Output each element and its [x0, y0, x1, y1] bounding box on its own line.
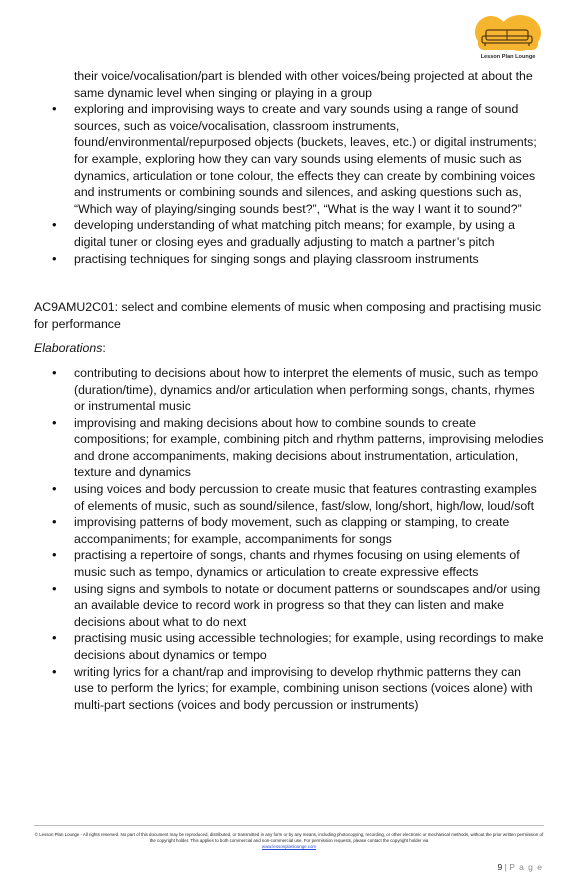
curriculum-code: AC9AMU2C01: [34, 300, 115, 315]
list-item: • practising a repertoire of songs, chants and rhymes focusing on using elements of music such as tempo, dynamics or articulation to create expressive effects: [34, 547, 544, 580]
copyright-text: © Lesson Plan Lounge - All rights reserved. No part of this document may be reproduced, distributed, or transmitted in any form or by any means, including photocopying, recording, or other electronic or mechanical methods, without the prior written permission of the copyright holder. This applies to both commercial and non-commercial use. For permission requests, please contact the copyright holder via: [34, 832, 544, 843]
page-number-value: 9: [497, 862, 503, 872]
list-item: • practising techniques for singing songs and playing classroom instruments: [34, 251, 544, 268]
elaborations-bullet-list: [34, 365, 544, 713]
sofa-logo-icon: [474, 14, 542, 62]
page-label: P a g e: [509, 862, 543, 872]
list-item: • contributing to decisions about how to interpret the elements of music, such as tempo (duration/time), dynamics and/or articulation when performing songs, chants, rhymes or instrumental music: [34, 365, 544, 415]
curriculum-code-heading: [34, 299, 544, 332]
list-item: • using voices and body percussion to create music that features contrasting examples of elements of music, such as sound/silence, fast/slow, long/short, high/low, loud/soft: [34, 481, 544, 514]
footer-copyright: [34, 832, 544, 850]
elaborations-word: Elaborations: [34, 341, 103, 356]
list-item: • developing understanding of what matching pitch means; for example, by using a digital tuner or closing eyes and gradually adjusting to match a partner’s pitch: [34, 217, 544, 250]
continued-bullet-text: their voice/vocalisation/part is blended with other voices/being projected at about the same dynamic level when singing or playing in a group: [74, 69, 533, 100]
elaborations-label: [34, 340, 544, 357]
list-item: • writing lyrics for a chant/rap and improvising to develop rhythmic patterns they can use to perform the lyrics; for example, combining unison sections (voices alone) with multi-part sections (voices and body percussion or instruments): [34, 664, 544, 714]
lesson-plan-lounge-logo: [474, 14, 542, 62]
top-bullet-list: [34, 101, 544, 267]
list-item: • improvising and making decisions about how to combine sounds to create compositions; for example, combining pitch and rhythm patterns, improvising melodies and drone accompaniments, making decisions about instrumentation, articulation, texture and dynamics: [34, 415, 544, 481]
list-item: • exploring and improvising ways to create and vary sounds using a range of sound sources, such as voice/vocalisation, classroom instruments, found/environmental/repurposed objects (buckets, leaves, etc.) or digital instruments; for example, exploring how they can vary sounds using elements of music such as dynamics, articulation or tone colour, the effects they can create by combining voices and instruments or combining sounds and silences, and asking questions such as, “Which way of playing/singing sounds best?”, “What is the way I want it to sound?”: [34, 101, 544, 217]
curriculum-description: : select and combine elements of music when composing and practising music for performance: [34, 300, 542, 331]
elaborations-colon: :: [102, 341, 106, 356]
list-item: • using signs and symbols to notate or document patterns or soundscapes and/or using an available device to record work in progress so that they can listen and make decisions about what to do next: [34, 581, 544, 631]
document-body: [34, 68, 544, 713]
list-item: • practising music using accessible technologies; for example, using recordings to make decisions about dynamics or tempo: [34, 630, 544, 663]
list-item: • improvising patterns of body movement, such as clapping or stamping, to create accompaniments; for example, accompaniments for songs: [34, 514, 544, 547]
page-separator: |: [504, 862, 507, 872]
footer-divider: [34, 825, 544, 826]
page-number: [498, 862, 544, 872]
logo-text: Lesson Plan Lounge: [480, 54, 536, 60]
website-link[interactable]: www.lessonplanlounge.com: [261, 844, 317, 849]
